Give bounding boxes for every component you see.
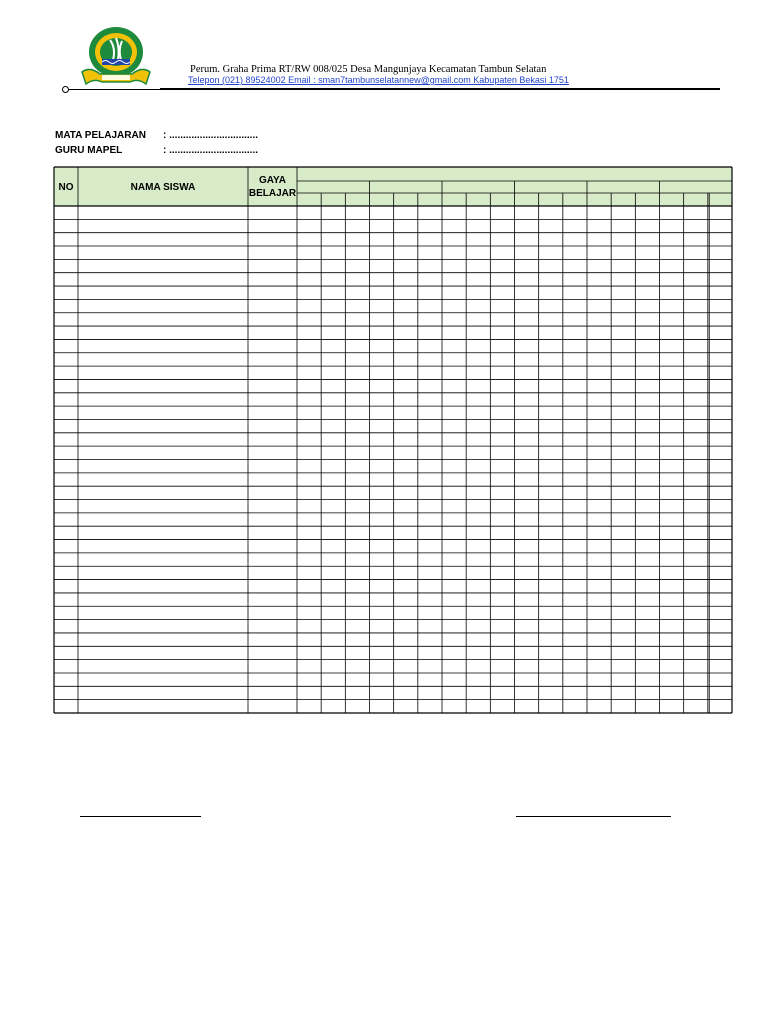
col-header-gaya-2: BELAJAR bbox=[248, 188, 297, 199]
col-header-no: NO bbox=[58, 182, 74, 193]
contact-line[interactable]: Telepon (021) 89524002 Email : sman7tambunselatannew@gmail.com Kabupaten Bekasi 1751 bbox=[188, 75, 569, 85]
signature-line-left bbox=[80, 816, 201, 817]
address-line: Perum. Graha Prima RT/RW 008/025 Desa Mangunjaya Kecamatan Tambun Selatan bbox=[190, 64, 547, 75]
mata-pelajaran-label: MATA PELAJARAN bbox=[55, 130, 146, 141]
guru-mapel-value: : ................................ bbox=[163, 145, 259, 156]
signature-line-right bbox=[516, 816, 671, 817]
guru-mapel-label: GURU MAPEL bbox=[55, 145, 123, 156]
mata-pelajaran-value: : ................................ bbox=[163, 130, 259, 141]
col-header-nama: NAMA SISWA bbox=[130, 182, 196, 193]
col-header-gaya-1: GAYA bbox=[258, 175, 287, 186]
